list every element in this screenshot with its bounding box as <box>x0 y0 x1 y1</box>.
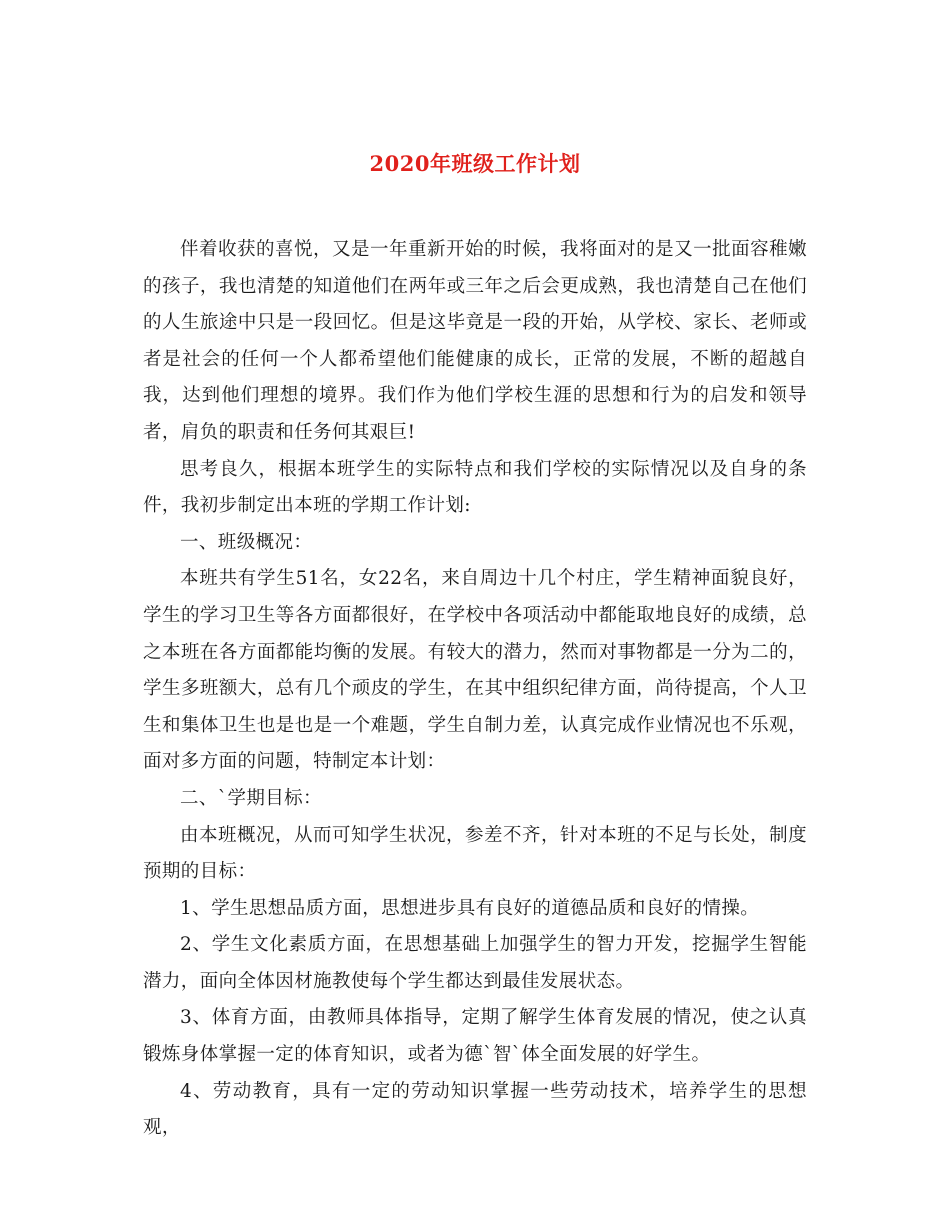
section-heading: 一、班级概况： <box>180 531 313 553</box>
list-item: 2、学生文化素质方面，在思想基础上加强学生的智力开发，挖掘学生智能潜力，面向全体因材施教使每个学生都达到最佳发展状态。 <box>143 934 807 992</box>
list-item: 3、体育方面，由教师具体指导，定期了解学生体育发展的情况，使之认真锻炼身体掌握一定的体育知识，或者为德`智`体全面发展的好学生。 <box>143 1007 807 1066</box>
paragraph: 本班共有学生51名，女22名，来自周边十几个村庄，学生精神面貌良好，学生的学习卫生等各方面都很好，在学校中各项活动中都能取地良好的成绩，总之本班在各方面都能均衡的发展。有较大的潜力，然而对事物都是一分为二的，学生多班额大，总有几个顽皮的学生，在其中组织纪律方面，尚待提高，个人卫生和集体卫生也是也是一个难题，学生自制力差，认真完成作业情况也不乐观，面对多方面的问题，特制定本计划： <box>143 568 807 773</box>
document-title: 2020年班级工作计划 <box>369 151 581 176</box>
list-item: 1、学生思想品质方面，思想进步具有良好的道德品质和良好的情操。 <box>180 897 760 919</box>
paragraph: 思考良久，根据本班学生的实际特点和我们学校的实际情况以及自身的条件，我初步制定出本班的学期工作计划: <box>143 458 807 517</box>
document-body <box>143 232 807 1147</box>
paragraph: 由本班概况，从而可知学生状况，参差不齐，针对本班的不足与长处，制度预期的目标： <box>143 824 807 883</box>
section-heading: 二、`学期目标： <box>180 787 322 809</box>
paragraph: 伴着收获的喜悦，又是一年重新开始的时候，我将面对的是又一批面容稚嫩的孩子，我也清楚的知道他们在两年或三年之后会更成熟，我也清楚自己在他们的人生旅途中只是一段回忆。但是这毕竟是一段的开始，从学校、家长、老师或者是社会的任何一个人都希望他们能健康的成长，正常的发展，不断的超越自我，达到他们理想的境界。我们作为他们学校生涯的思想和行为的启发和领导者，肩负的职责和任务何其艰巨! <box>143 239 807 443</box>
list-item: 4、劳动教育，具有一定的劳动知识掌握一些劳动技术，培养学生的思想观， <box>143 1080 807 1139</box>
